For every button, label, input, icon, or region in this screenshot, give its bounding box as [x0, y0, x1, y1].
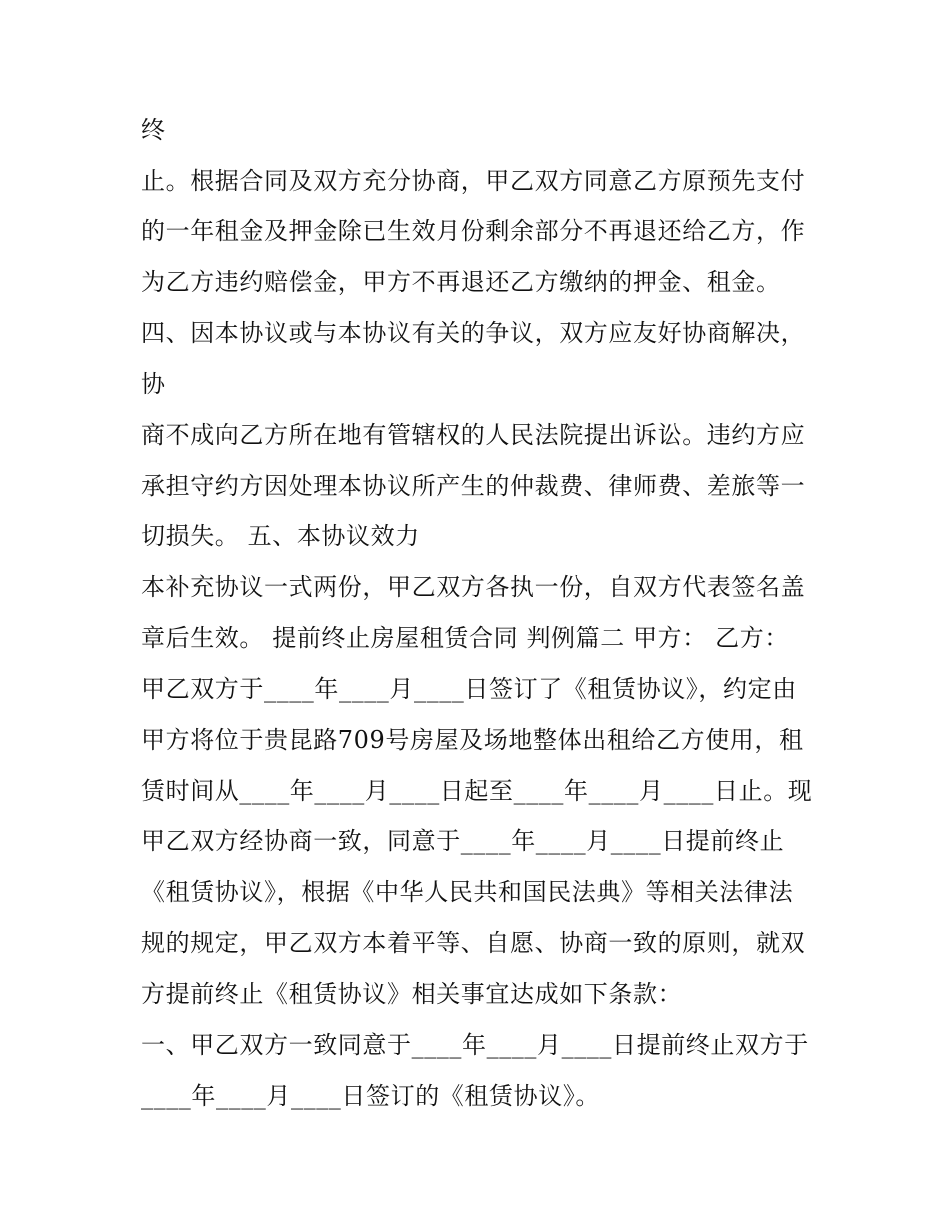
text-line: 甲乙双方于____年____月____日签订了《租赁协议》，约定由: [141, 675, 797, 703]
text-line: 协: [141, 370, 166, 398]
text-line: 切损失。 五、本协议效力: [141, 522, 420, 550]
text-line: 甲乙双方经协商一致，同意于____年____月____日提前终止: [141, 827, 785, 855]
text-line: 方提前终止《租赁协议》相关事宜达成如下条款：: [141, 980, 683, 1008]
text-line: 规的规定，甲乙双方本着平等、自愿、协商一致的原则，就双: [141, 929, 806, 957]
text-line: 商不成向乙方所在地有管辖权的人民法院提出诉讼。违约方应: [141, 421, 806, 449]
text-line: 四、因本协议或与本协议有关的争议，双方应友好协商解决，: [141, 319, 806, 347]
text-line: 止。根据合同及双方充分协商，甲乙双方同意乙方原预先支付: [141, 167, 806, 195]
text-line: ____年____月____日签订的《租赁协议》。: [141, 1082, 600, 1110]
text-line: 为乙方违约赔偿金，甲方不再退还乙方缴纳的押金、租金。: [141, 268, 781, 296]
text-line: 一、甲乙双方一致同意于____年____月____日提前终止双方于: [141, 1031, 809, 1059]
text-line: 的一年租金及押金除已生效月份剩余部分不再退还给乙方，作: [141, 217, 806, 245]
text-line: 承担守约方因处理本协议所产生的仲裁费、律师费、差旅等一: [141, 472, 806, 500]
text-line: 本补充协议一式两份，甲乙双方各执一份，自双方代表签名盖: [141, 573, 806, 601]
text-line: 章后生效。 提前终止房屋租赁合同 判例篇二 甲方： 乙方：: [141, 624, 789, 652]
text-line: 赁时间从____年____月____日起至____年____月____日止。现: [141, 777, 813, 805]
text-line: 《租赁协议》，根据《中华人民共和国民法典》等相关法律法: [141, 878, 794, 906]
text-line: 终: [141, 116, 166, 144]
text-line: 甲方将位于贵昆路709号房屋及场地整体出租给乙方使用，租: [141, 726, 804, 754]
